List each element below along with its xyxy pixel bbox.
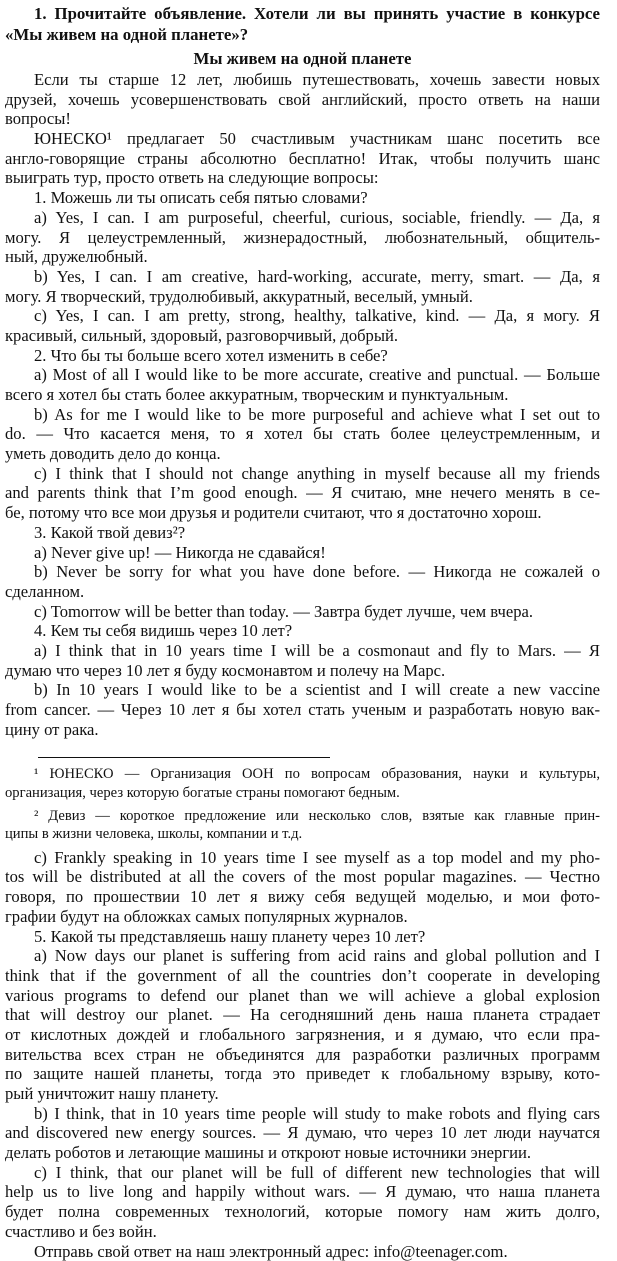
text-line: a) Most of all I would like to be more accurate, creative and punctual. — Больше <box>5 365 600 385</box>
text-line: a) Now days our planet is suffering from acid rains and global pollution and I <box>5 946 600 966</box>
text-line: c) I think, that our planet will be full of different new technologies that will <box>5 1163 600 1183</box>
text-line: ципы в жизни человека, школы, компании и т.д. <box>5 825 600 844</box>
paragraph <box>5 523 600 543</box>
text-line: 3. Какой твой девиз²? <box>5 523 600 543</box>
article-continuation <box>5 848 600 1261</box>
text-line: think that if the government of all the countries don’t cooperate in developing <box>5 966 600 986</box>
text-line: могу. Я творческий, трудолюбивый, аккуратный, веселый, умный. <box>5 287 600 307</box>
task-text <box>5 3 600 45</box>
text-line: могу. Я целеустремленный, жизнерадостный, любознательный, общитель- <box>5 228 600 248</box>
text-line: from cancer. — Через 10 лет я бы хотел стать ученым и разработать новую вак- <box>5 700 600 720</box>
paragraph <box>5 680 600 739</box>
text-line: ный, дружелюбный. <box>5 247 600 267</box>
paragraph <box>5 621 600 641</box>
paragraph <box>5 543 600 563</box>
text-line: c) I think that I should not change anything in myself because all my friends <box>5 464 600 484</box>
article-heading: Мы живем на одной планете <box>5 48 600 70</box>
paragraph <box>5 267 600 306</box>
paragraph <box>5 405 600 464</box>
text-line: цину от рака. <box>5 720 600 740</box>
paragraph <box>5 1163 600 1242</box>
text-line: рый уничтожит нашу планету. <box>5 1084 600 1104</box>
text-line: a) I think that in 10 years time I will be a cosmonaut and fly to Mars. — Я <box>5 641 600 661</box>
text-line: говоря, по прошествии 10 лет я вижу себя ведущей моделью, и мои фото- <box>5 887 600 907</box>
paragraph <box>5 70 600 129</box>
text-line: ¹ ЮНЕСКО — Организация ООН по вопросам образования, науки и культуры, <box>5 765 600 784</box>
text-line: вительства всех стран не объединятся для разработки различных программ <box>5 1045 600 1065</box>
text-line: счастливо и без войн. <box>5 1222 600 1242</box>
paragraph <box>5 946 600 1104</box>
paragraph <box>5 562 600 601</box>
paragraph <box>5 188 600 208</box>
paragraph <box>5 641 600 680</box>
text-line: будет полна современных технологий, которые помогу нам жить долго, <box>5 1202 600 1222</box>
text-line: and parents think that I’m good enough. — Я считаю, мне нечего менять в се- <box>5 483 600 503</box>
text-line: 1. Можешь ли ты описать себя пятью словами? <box>5 188 600 208</box>
footnote-divider <box>38 757 330 758</box>
text-line: c) Yes, I can. I am pretty, strong, healthy, talkative, kind. — Да, я могу. Я <box>5 306 600 326</box>
text-line: бе, потому что все мои друзья и родители считают, что я достаточно хорош. <box>5 503 600 523</box>
task-instruction <box>5 3 600 45</box>
text-line: a) Never give up! — Никогда не сдавайся! <box>5 543 600 563</box>
paragraph <box>5 365 600 404</box>
footnote <box>5 765 600 802</box>
text-line: tos will be distributed at all the covers of the most popular magazines. — Честно <box>5 867 600 887</box>
text-line: ² Девиз — короткое предложение или несколько слов, взятые как главные прин- <box>5 807 600 826</box>
text-line: that will destroy our planet. — На сегодняшний день наша планета страдает <box>5 1005 600 1025</box>
text-line: a) Yes, I can. I am purposeful, cheerful, curious, sociable, friendly. — Да, я <box>5 208 600 228</box>
text-line: уметь доводить дело до конца. <box>5 444 600 464</box>
text-line: and discovered new energy sources. — Я думаю, что через 10 лет люди научатся <box>5 1123 600 1143</box>
text-line: англо-говорящие страны абсолютно бесплатно! Итак, чтобы получить шанс <box>5 149 600 169</box>
text-line: do. — Что касается меня, то я хотел бы стать более целеустремленным, и <box>5 424 600 444</box>
paragraph <box>5 927 600 947</box>
text-line[interactable]: Отправь свой ответ на наш электронный адрес: info@teenager.com. <box>5 1242 600 1261</box>
text-line: друзей, хочешь усовершенствовать свой английский, просто ответь на наши <box>5 90 600 110</box>
text-line: организация, через которую богатые страны помогают бедным. <box>5 784 600 803</box>
paragraph <box>5 208 600 267</box>
paragraph <box>5 129 600 188</box>
text-line: help us to live long and happily without wars. — Я думаю, что наша планета <box>5 1182 600 1202</box>
paragraph <box>5 464 600 523</box>
text-line: b) I think, that in 10 years time people will study to make robots and flying cars <box>5 1104 600 1124</box>
paragraph <box>5 306 600 345</box>
footnotes <box>5 765 600 843</box>
text-line: c) Frankly speaking in 10 years time I see myself as a top model and my pho- <box>5 848 600 868</box>
text-line: b) In 10 years I would like to be a scientist and I will create a new vaccine <box>5 680 600 700</box>
text-line: делать роботов и летающие машины и откроют новые источники энергии. <box>5 1143 600 1163</box>
text-line: 2. Что бы ты больше всего хотел изменить в себе? <box>5 346 600 366</box>
text-line: сделанном. <box>5 582 600 602</box>
text-line: b) Never be sorry for what you have done before. — Никогда не сожалей о <box>5 562 600 582</box>
text-line: 4. Кем ты себя видишь через 10 лет? <box>5 621 600 641</box>
text-line: графии будут на обложках самых популярных журналов. <box>5 907 600 927</box>
article-body <box>5 70 600 739</box>
text-line: от кислотных дождей и глобального загрязнения, и я думаю, что если пра- <box>5 1025 600 1045</box>
text-line: 1. Прочитайте объявление. Хотели ли вы принять участие в конкурсе <box>5 3 600 24</box>
paragraph <box>5 346 600 366</box>
text-line: «Мы живем на одной планете»? <box>5 24 600 45</box>
text-line: b) As for me I would like to be more purposeful and achieve what I set out to <box>5 405 600 425</box>
text-line: various programs to defend our planet than we will achieve a global explosion <box>5 986 600 1006</box>
text-line: c) Tomorrow will be better than today. — Завтра будет лучше, чем вчера. <box>5 602 600 622</box>
text-line: 5. Какой ты представляешь нашу планету через 10 лет? <box>5 927 600 947</box>
paragraph <box>5 1104 600 1163</box>
text-line: b) Yes, I can. I am creative, hard-working, accurate, merry, smart. — Да, я <box>5 267 600 287</box>
text-line: вопросы! <box>5 109 600 129</box>
footnote <box>5 807 600 844</box>
text-line: ЮНЕСКО¹ предлагает 50 счастливым участникам шанс посетить все <box>5 129 600 149</box>
text-line: красивый, сильный, здоровый, разговорчивый, добрый. <box>5 326 600 346</box>
text-line: всего я хотел бы стать более аккуратным, творческим и пунктуальным. <box>5 385 600 405</box>
paragraph <box>5 602 600 622</box>
paragraph <box>5 848 600 927</box>
text-line: по защите нашей планеты, тогда это приведет к глобальному взрыву, кото- <box>5 1064 600 1084</box>
text-line: думаю что через 10 лет я буду космонавтом и полечу на Марс. <box>5 661 600 681</box>
text-line: Если ты старше 12 лет, любишь путешествовать, хочешь завести новых <box>5 70 600 90</box>
text-line: выиграть тур, просто ответь на следующие вопросы: <box>5 168 600 188</box>
paragraph <box>5 1242 600 1261</box>
